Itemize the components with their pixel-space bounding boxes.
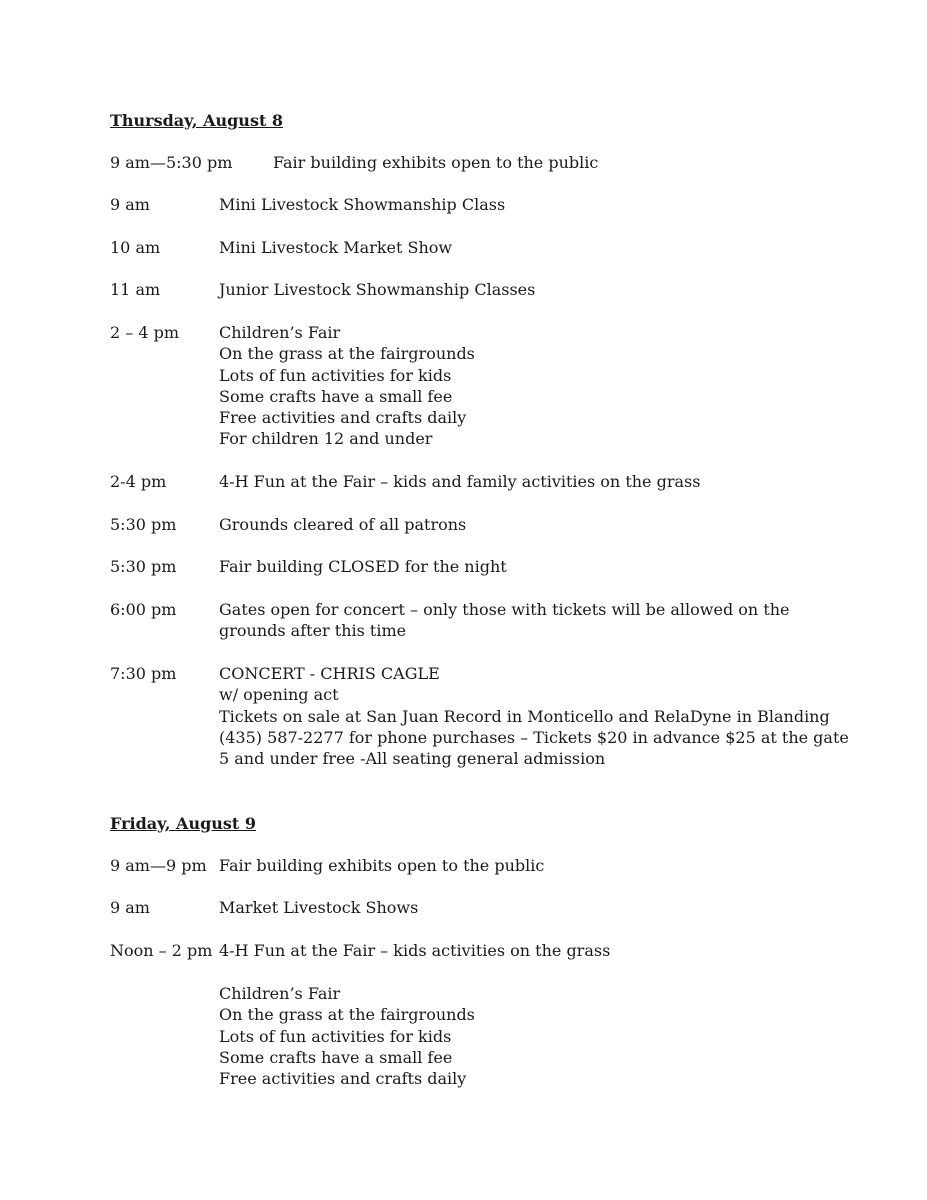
entry-line: Fair building exhibits open to the public bbox=[219, 856, 545, 875]
entry-time: 5:30 pm bbox=[110, 515, 177, 534]
entry-line: Some crafts have a small fee bbox=[219, 1047, 453, 1067]
entry-time: 9 am bbox=[110, 898, 150, 917]
entry-description bbox=[219, 194, 505, 215]
entry-line: For children 12 and under bbox=[219, 429, 433, 449]
entry-line: Children’s Fair bbox=[219, 984, 341, 1003]
entry-line: CONCERT - CHRIS CAGLE bbox=[219, 664, 440, 683]
entry-line: On the grass at the fairgrounds bbox=[219, 1005, 475, 1025]
entry-description bbox=[219, 599, 790, 642]
entry-description bbox=[219, 663, 849, 769]
entry-description bbox=[219, 237, 452, 258]
entry-line: Tickets on sale at San Juan Record in Monticello and RelaDyne in Blanding bbox=[219, 706, 830, 726]
entry-time: 10 am bbox=[110, 238, 161, 257]
entry-line: 4-H Fun at the Fair – kids activities on the grass bbox=[219, 941, 611, 960]
entry-line: Children’s Fair bbox=[219, 323, 341, 342]
entry-line: Grounds cleared of all patrons bbox=[219, 515, 467, 534]
entry-description bbox=[219, 940, 610, 961]
entry-time: 11 am bbox=[110, 280, 161, 299]
day-heading-friday: Friday, August 9 bbox=[110, 814, 257, 833]
entry-description bbox=[219, 897, 418, 918]
entry-line: 4-H Fun at the Fair – kids and family activities on the grass bbox=[219, 472, 701, 491]
day-heading-thursday: Thursday, August 8 bbox=[110, 111, 284, 130]
entry-description bbox=[219, 983, 475, 1089]
entry-line: Fair building exhibits open to the public bbox=[273, 153, 599, 172]
entry-time: 9 am—5:30 pm bbox=[110, 153, 233, 172]
entry-line: Free activities and crafts daily bbox=[219, 1069, 467, 1089]
entry-line: Free activities and crafts daily bbox=[219, 408, 467, 428]
entry-description bbox=[219, 514, 466, 535]
entry-time: 2-4 pm bbox=[110, 472, 167, 491]
entry-time: 6:00 pm bbox=[110, 600, 177, 619]
entry-line: Lots of fun activities for kids bbox=[219, 1026, 452, 1046]
entry-line: w/ opening act bbox=[219, 685, 339, 705]
entry-line: grounds after this time bbox=[219, 621, 407, 641]
entry-line: 5 and under free -All seating general admission bbox=[219, 749, 606, 769]
entry-line: Market Livestock Shows bbox=[219, 898, 419, 917]
entry-description bbox=[273, 152, 598, 173]
entry-description bbox=[219, 556, 507, 577]
entry-description bbox=[219, 471, 700, 492]
entry-line: Junior Livestock Showmanship Classes bbox=[219, 280, 536, 299]
entry-line: On the grass at the fairgrounds bbox=[219, 344, 475, 364]
entry-description bbox=[219, 855, 544, 876]
entry-line: Some crafts have a small fee bbox=[219, 386, 453, 406]
entry-time: Noon – 2 pm bbox=[110, 941, 213, 960]
entry-line: Fair building CLOSED for the night bbox=[219, 557, 507, 576]
entry-time: 9 am—9 pm bbox=[110, 856, 207, 875]
entry-time: 9 am bbox=[110, 195, 150, 214]
entry-time: 2 – 4 pm bbox=[110, 323, 180, 342]
entry-line: Mini Livestock Showmanship Class bbox=[219, 195, 506, 214]
entry-description bbox=[219, 279, 535, 300]
entry-line: (435) 587-2277 for phone purchases – Tickets $20 in advance $25 at the gate bbox=[219, 727, 849, 747]
entry-description bbox=[219, 322, 475, 450]
entry-line: Lots of fun activities for kids bbox=[219, 365, 452, 385]
entry-time: 7:30 pm bbox=[110, 664, 177, 683]
entry-line: Mini Livestock Market Show bbox=[219, 238, 453, 257]
entry-time: 5:30 pm bbox=[110, 557, 177, 576]
entry-line: Gates open for concert – only those with tickets will be allowed on the bbox=[219, 600, 790, 619]
